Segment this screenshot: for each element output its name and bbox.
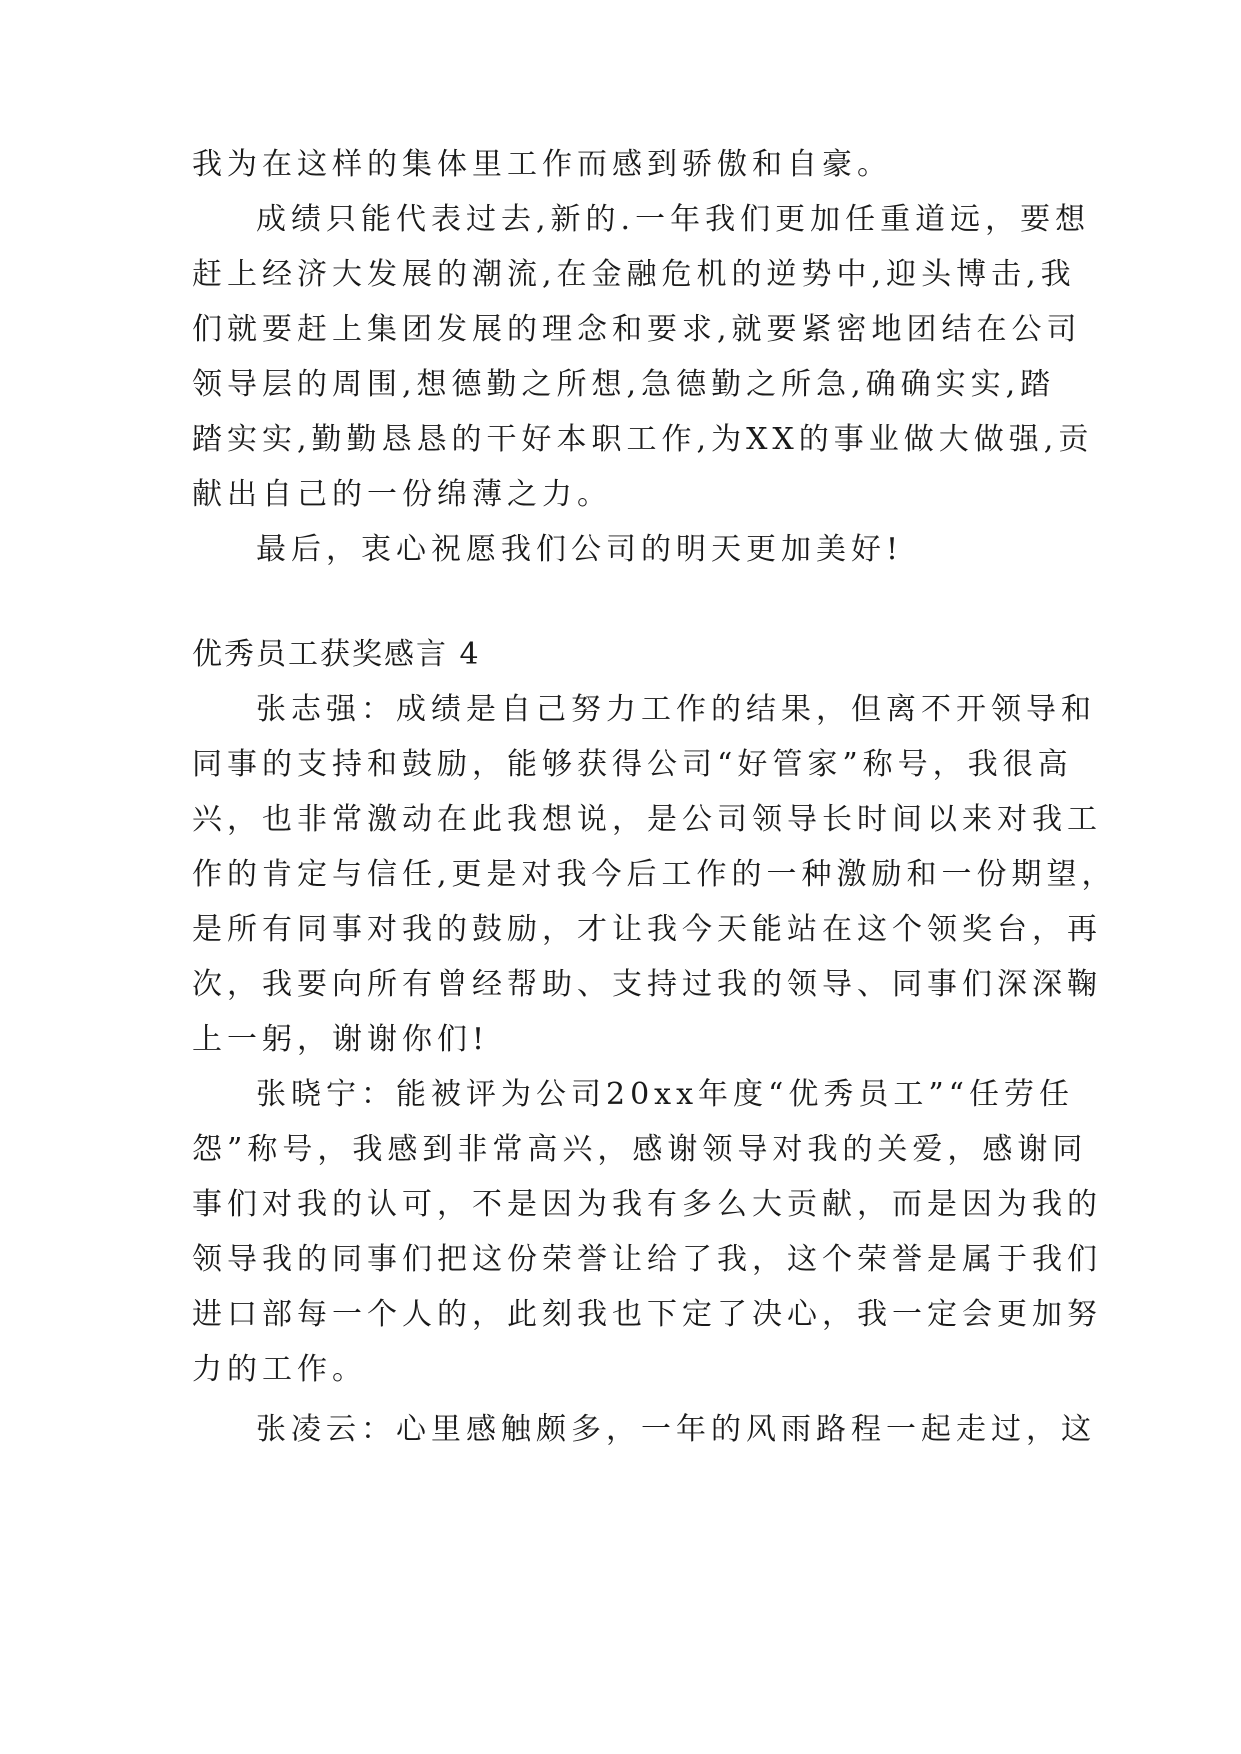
paragraph-line: 同事的支持和鼓励，能够获得公司“好管家”称号，我很高 xyxy=(192,747,1073,782)
paragraph-line: 领导我的同事们把这份荣誉让给了我，这个荣誉是属于我们 xyxy=(192,1242,1102,1277)
section-heading: 优秀员工获奖感言 4 xyxy=(192,637,481,672)
paragraph-line: 最后，衷心祝愿我们公司的明天更加美好! xyxy=(256,532,904,567)
paragraph-line: 踏实实,勤勤恳恳的干好本职工作,为XX的事业做大做强,贡 xyxy=(192,422,1094,457)
paragraph-line: 是所有同事对我的鼓励，才让我今天能站在这个领奖台，再 xyxy=(192,912,1102,947)
paragraph-line: 事们对我的认可，不是因为我有多么大贡献，而是因为我的 xyxy=(192,1187,1102,1222)
paragraph-line: 力的工作。 xyxy=(192,1352,367,1387)
paragraph-line: 张晓宁：能被评为公司20xx年度“优秀员工”“任劳任 xyxy=(256,1077,1075,1112)
paragraph-line: 作的肯定与信任,更是对我今后工作的一种激励和一份期望， xyxy=(192,857,1117,892)
paragraph-line: 赶上经济大发展的潮流,在金融危机的逆势中,迎头博击,我 xyxy=(192,257,1076,292)
paragraph-line: 次，我要向所有曾经帮助、支持过我的领导、同事们深深鞠 xyxy=(192,967,1102,1002)
paragraph-line: 们就要赶上集团发展的理念和要求,就要紧密地团结在公司 xyxy=(192,312,1082,347)
paragraph-line: 张凌云：心里感触颇多，一年的风雨路程一起走过，这 xyxy=(256,1412,1096,1447)
paragraph-line: 兴，也非常激动在此我想说，是公司领导长时间以来对我工 xyxy=(192,802,1102,837)
paragraph-line: 领导层的周围,想德勤之所想,急德勤之所急,确确实实,踏 xyxy=(192,367,1056,402)
paragraph-line: 上一躬，谢谢你们! xyxy=(192,1022,490,1057)
paragraph-line: 献出自己的一份绵薄之力。 xyxy=(192,477,612,512)
paragraph-line: 成绩只能代表过去,新的.一年我们更加任重道远，要想 xyxy=(256,202,1091,237)
paragraph-line: 我为在这样的集体里工作而感到骄傲和自豪。 xyxy=(192,147,892,182)
paragraph-line: 进口部每一个人的，此刻我也下定了决心，我一定会更加努 xyxy=(192,1297,1102,1332)
paragraph-line: 怨”称号，我感到非常高兴，感谢领导对我的关爱，感谢同 xyxy=(192,1132,1088,1167)
paragraph-line: 张志强：成绩是自己努力工作的结果，但离不开领导和 xyxy=(256,692,1096,727)
